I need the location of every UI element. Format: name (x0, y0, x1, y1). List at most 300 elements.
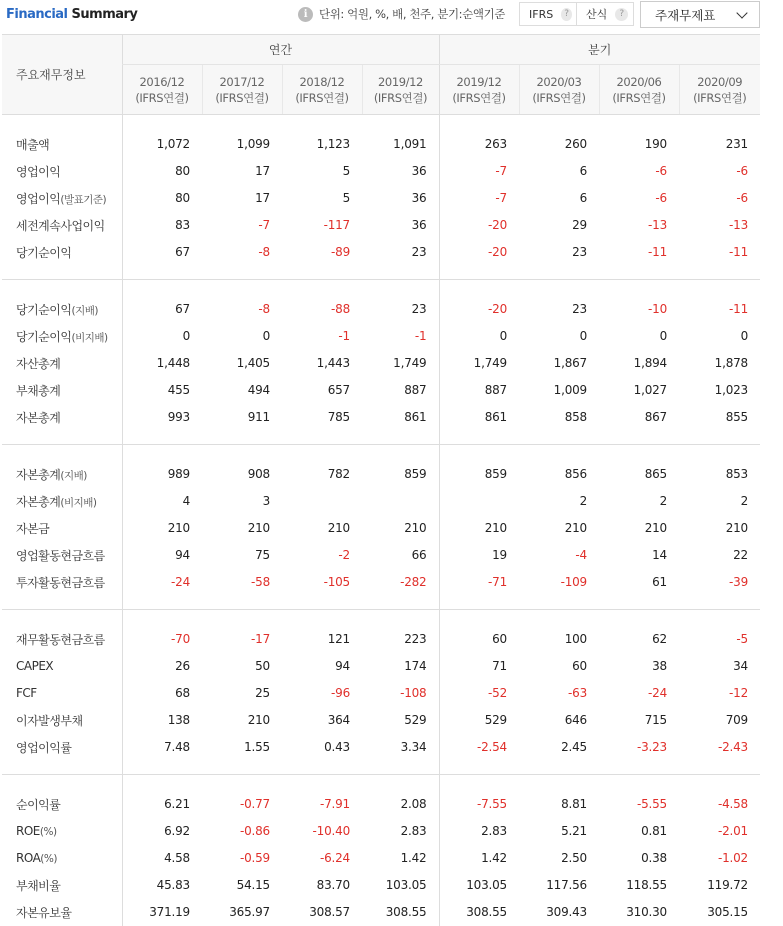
row-label (2, 653, 122, 680)
table-cell: 210 (644, 521, 667, 535)
row-label-text: 자본금 (16, 521, 50, 536)
table-row (2, 185, 760, 212)
group-quarter-header: 분기 (439, 35, 760, 65)
table-cell: 66 (411, 548, 427, 562)
table-cell: 263 (439, 131, 519, 158)
row-label-text: 영업이익률 (16, 740, 72, 755)
table-cell: 260 (564, 137, 587, 151)
column-date: 2019/12 (456, 74, 502, 89)
formula-button[interactable] (576, 2, 634, 26)
row-label (2, 818, 122, 845)
table-cell: 210 (247, 713, 270, 727)
row-label-text: 세전계속사업이익 (16, 218, 105, 233)
table-row (2, 845, 760, 872)
table-cell: 22 (733, 548, 748, 562)
row-label-sub: (%) (39, 826, 57, 838)
table-row (2, 569, 760, 596)
summary-header (0, 0, 783, 34)
unit-note (298, 6, 505, 22)
row-label (2, 707, 122, 734)
table-cell (439, 488, 519, 515)
row-label (2, 185, 122, 212)
table-cell: 80 (122, 185, 202, 212)
table-cell: 210 (439, 515, 519, 542)
table-cell: 3.34 (400, 740, 427, 754)
table-cell: -12 (729, 686, 748, 700)
row-label-text: 당기순이익 (16, 329, 72, 344)
table-cell: 210 (725, 521, 748, 535)
table-cell: 455 (122, 377, 202, 404)
row-label (2, 131, 122, 158)
table-cell: 17 (255, 164, 270, 178)
table-cell: -2 (338, 548, 350, 562)
table-row (2, 899, 760, 926)
table-cell: 1,072 (122, 131, 202, 158)
table-cell (282, 488, 362, 515)
table-cell: 2.83 (439, 818, 519, 845)
table-cell: 1.55 (244, 740, 270, 754)
row-label-text: 당기순이익 (16, 245, 72, 260)
table-cell: 2.83 (400, 824, 427, 838)
table-cell: -7 (258, 218, 270, 232)
table-cell: -13 (729, 218, 748, 232)
table-cell: -108 (400, 686, 427, 700)
table-cell: -89 (331, 245, 350, 259)
table-cell: 0 (579, 329, 587, 343)
table-cell: 1,023 (714, 383, 748, 397)
row-label-text: ROE (16, 824, 40, 838)
table-cell: 993 (122, 404, 202, 431)
table-cell: 2.50 (561, 851, 587, 865)
table-cell: 1,749 (393, 356, 427, 370)
row-label (2, 734, 122, 761)
table-cell: 119.72 (707, 878, 748, 892)
table-row (2, 488, 760, 515)
row-label (2, 377, 122, 404)
table-cell: 308.55 (385, 905, 427, 919)
table-cell: 8.81 (561, 797, 587, 811)
table-cell (362, 488, 439, 515)
column-header (122, 65, 202, 115)
table-cell: -3.23 (636, 740, 667, 754)
table-cell: 34 (733, 659, 748, 673)
table-row (2, 377, 760, 404)
table-cell: 5 (342, 191, 350, 205)
row-label-text: 자본총계 (16, 494, 61, 509)
table-cell: 887 (439, 377, 519, 404)
ifrs-help-icon[interactable]: ? (561, 8, 572, 21)
table-cell: 1,091 (393, 137, 427, 151)
row-header: 주요재무정보 (2, 35, 122, 115)
table-cell: 5 (342, 164, 350, 178)
table-cell: 494 (247, 383, 270, 397)
row-label-text: ROA (16, 851, 41, 865)
table-cell: 0.38 (641, 851, 667, 865)
row-label (2, 515, 122, 542)
title-summary: Summary (67, 7, 138, 22)
column-basis: (IFRS연결) (135, 90, 189, 105)
table-cell: 1,009 (553, 383, 587, 397)
table-cell: 3 (262, 494, 270, 508)
ifrs-label: IFRS (529, 7, 554, 21)
table-cell: 71 (439, 653, 519, 680)
row-label-text: 매출액 (16, 137, 50, 152)
table-cell: 2.08 (400, 797, 427, 811)
table-cell: -71 (439, 569, 519, 596)
table-cell: -17 (251, 632, 270, 646)
row-label-text: 자본총계 (16, 467, 61, 482)
row-label (2, 296, 122, 323)
table-row (2, 653, 760, 680)
column-header (519, 65, 599, 115)
row-label (2, 569, 122, 596)
table-cell: 310.30 (626, 905, 667, 919)
table-cell: 210 (327, 521, 350, 535)
table-cell: 1.42 (400, 851, 427, 865)
table-cell: 0.43 (324, 740, 350, 754)
table-cell: -7.91 (319, 797, 350, 811)
table-cell: 0 (740, 329, 748, 343)
row-label-text: 부채총계 (16, 383, 61, 398)
table-cell: 2 (740, 494, 748, 508)
table-cell: 45.83 (122, 872, 202, 899)
row-label (2, 542, 122, 569)
table-row (2, 461, 760, 488)
row-label (2, 845, 122, 872)
table-cell: -52 (439, 680, 519, 707)
table-cell: 858 (564, 410, 587, 424)
row-label-text: FCF (16, 686, 37, 700)
table-cell: 1,749 (439, 350, 519, 377)
table-cell: -10 (648, 302, 667, 316)
table-cell: -96 (331, 686, 350, 700)
table-cell: 54.15 (236, 878, 270, 892)
row-label-text: 순이익률 (16, 797, 61, 812)
table-row (2, 707, 760, 734)
table-cell: 4 (122, 488, 202, 515)
table-cell: 174 (404, 659, 427, 673)
table-cell: 103.05 (439, 872, 519, 899)
table-row (2, 680, 760, 707)
table-cell: 68 (122, 680, 202, 707)
table-row (2, 872, 760, 899)
table-cell: 223 (404, 632, 427, 646)
table-cell: 709 (725, 713, 748, 727)
table-cell: 865 (644, 467, 667, 481)
table-cell: 0 (439, 323, 519, 350)
table-cell: -13 (648, 218, 667, 232)
row-label (2, 872, 122, 899)
column-date: 2020/06 (616, 74, 662, 89)
table-cell: 1,405 (236, 356, 270, 370)
table-cell: -5 (736, 632, 748, 646)
row-label (2, 680, 122, 707)
table-cell: -7 (439, 158, 519, 185)
table-cell: 529 (439, 707, 519, 734)
table-cell: 1,894 (633, 356, 667, 370)
table-cell: 210 (122, 515, 202, 542)
column-header (362, 65, 439, 115)
row-label (2, 158, 122, 185)
table-cell: 67 (122, 239, 202, 266)
table-cell: -63 (568, 686, 587, 700)
table-cell: 60 (439, 626, 519, 653)
table-cell: -0.86 (239, 824, 270, 838)
table-cell: 17 (255, 191, 270, 205)
table-cell: 61 (652, 575, 667, 589)
table-cell: 1.42 (439, 845, 519, 872)
row-label (2, 404, 122, 431)
chevron-down-icon (736, 7, 747, 18)
table-cell: -1 (414, 329, 427, 343)
row-label-text: 재무활동현금흐름 (16, 632, 105, 647)
table-cell: -4.58 (717, 797, 748, 811)
row-label-sub: (비지배) (60, 496, 97, 509)
info-icon[interactable]: i (298, 7, 313, 22)
table-cell: 2 (579, 494, 587, 508)
table-cell: 861 (404, 410, 427, 424)
table-cell: 371.19 (122, 899, 202, 926)
table-cell: 1,878 (714, 356, 748, 370)
table-cell: 785 (327, 410, 350, 424)
column-date: 2016/12 (139, 74, 185, 89)
table-cell: 121 (327, 632, 350, 646)
table-cell: 83 (122, 212, 202, 239)
row-label-text: 영업활동현금흐름 (16, 548, 105, 563)
table-cell: 1,448 (122, 350, 202, 377)
table-cell: 365.97 (229, 905, 270, 919)
table-cell: 23 (411, 245, 427, 259)
table-cell: 1,123 (316, 137, 350, 151)
table-cell: 231 (725, 137, 748, 151)
table-cell: -2.43 (717, 740, 748, 754)
table-row (2, 212, 760, 239)
column-header (599, 65, 679, 115)
row-label (2, 212, 122, 239)
column-header (439, 65, 519, 115)
row-label-text: 자본총계 (16, 410, 61, 425)
table-cell: -20 (439, 296, 519, 323)
table-cell: -24 (648, 686, 667, 700)
row-label-sub: (발표기준) (60, 193, 107, 206)
table-cell: 210 (247, 521, 270, 535)
table-cell: -0.59 (239, 851, 270, 865)
table-cell: 36 (411, 164, 427, 178)
table-row (2, 158, 760, 185)
table-cell: 2 (659, 494, 667, 508)
group-annual-header: 연간 (122, 35, 439, 65)
table-cell: 646 (564, 713, 587, 727)
table-cell: 29 (572, 218, 587, 232)
table-cell: -6 (655, 164, 667, 178)
table-cell: 309.43 (546, 905, 587, 919)
table-cell: 100 (564, 632, 587, 646)
table-cell: 853 (725, 467, 748, 481)
table-row (2, 818, 760, 845)
table-cell: -105 (323, 575, 350, 589)
table-cell: 138 (122, 707, 202, 734)
table-row (2, 350, 760, 377)
row-label (2, 350, 122, 377)
table-cell: -4 (575, 548, 587, 562)
financial-summary-table (2, 34, 760, 926)
column-basis: (IFRS연결) (452, 90, 506, 105)
table-cell: -11 (729, 245, 748, 259)
column-basis: (IFRS연결) (532, 90, 586, 105)
table-cell: 855 (725, 410, 748, 424)
table-cell: 529 (404, 713, 427, 727)
table-cell: -8 (258, 245, 270, 259)
table-cell: 0 (262, 329, 270, 343)
table-cell: -1 (338, 329, 350, 343)
table-cell: 36 (411, 218, 427, 232)
table-cell: 75 (255, 548, 270, 562)
column-header (282, 65, 362, 115)
row-label-text: 자본유보율 (16, 905, 72, 920)
column-basis: (IFRS연결) (215, 90, 269, 105)
row-label-sub: (%) (40, 853, 57, 865)
table-cell: 94 (122, 542, 202, 569)
table-cell: 0 (659, 329, 667, 343)
row-label-text: 이자발생부채 (16, 713, 83, 728)
table-row (2, 791, 760, 818)
table-cell: -39 (729, 575, 748, 589)
table-cell: 1,099 (236, 137, 270, 151)
table-cell: 861 (439, 404, 519, 431)
column-date: 2020/03 (536, 74, 582, 89)
table-cell: 0 (122, 323, 202, 350)
table-cell: 23 (572, 302, 587, 316)
table-cell: -2.01 (717, 824, 748, 838)
table-cell: 1,027 (633, 383, 667, 397)
formula-label: 산식 (586, 8, 608, 21)
table-cell: 867 (644, 410, 667, 424)
table-cell: 911 (247, 410, 270, 424)
table-cell: -20 (439, 239, 519, 266)
column-basis: (IFRS연결) (373, 90, 428, 105)
table-cell: 859 (439, 461, 519, 488)
ifrs-button[interactable] (519, 2, 577, 26)
table-cell: -117 (323, 218, 350, 232)
table-row (2, 734, 760, 761)
table-row (2, 404, 760, 431)
table-cell: 62 (652, 632, 667, 646)
table-cell: -10.40 (312, 824, 350, 838)
table-cell: 210 (564, 521, 587, 535)
row-label-text: 당기순이익 (16, 302, 72, 317)
table-row (2, 515, 760, 542)
column-basis: (IFRS연결) (693, 90, 747, 105)
table-cell: -7 (439, 185, 519, 212)
statement-type-select[interactable] (640, 1, 760, 28)
table-cell: 989 (122, 461, 202, 488)
table-cell: -6 (736, 191, 748, 205)
table-cell: 67 (122, 296, 202, 323)
table-cell: -0.77 (239, 797, 270, 811)
table-cell: 4.58 (122, 845, 202, 872)
table-cell: 23 (411, 302, 427, 316)
table-cell: -6.24 (319, 851, 350, 865)
section-title (6, 7, 137, 22)
row-label-text: 영업이익 (16, 191, 61, 206)
table-cell: 364 (327, 713, 350, 727)
table-cell: -88 (331, 302, 350, 316)
table-cell: -5.55 (636, 797, 667, 811)
table-cell: 6.21 (122, 791, 202, 818)
table-cell: 859 (404, 467, 427, 481)
table-cell: 117.56 (546, 878, 587, 892)
row-label-sub: (지배) (60, 469, 87, 482)
table-cell: 2.45 (561, 740, 587, 754)
table-cell: -24 (122, 569, 202, 596)
table-cell: 60 (572, 659, 587, 673)
table-cell: 36 (411, 191, 427, 205)
table-cell: -58 (251, 575, 270, 589)
row-label-text: 투자활동현금흐름 (16, 575, 105, 590)
table-cell: -7.55 (439, 791, 519, 818)
row-label (2, 791, 122, 818)
column-basis: (IFRS연결) (612, 90, 666, 105)
column-header (202, 65, 282, 115)
table-cell: 210 (404, 521, 427, 535)
table-cell: 94 (335, 659, 350, 673)
table-row (2, 131, 760, 158)
table-cell: 83.70 (316, 878, 350, 892)
table-cell: 0.81 (641, 824, 667, 838)
table-row (2, 542, 760, 569)
table-cell: -109 (560, 575, 587, 589)
table-cell: 715 (644, 713, 667, 727)
statement-type-value: 주재무제표 (655, 7, 716, 23)
table-cell: 6 (579, 164, 587, 178)
column-basis: (IFRS연결) (295, 90, 349, 105)
table-cell: 14 (652, 548, 667, 562)
table-cell: 782 (327, 467, 350, 481)
table-cell: -11 (729, 302, 748, 316)
table-cell: 5.21 (561, 824, 587, 838)
row-label-sub: (비지배) (71, 331, 108, 344)
table-cell: 19 (439, 542, 519, 569)
row-label-text: 영업이익 (16, 164, 61, 179)
table-row (2, 296, 760, 323)
row-label (2, 461, 122, 488)
table-cell: 118.55 (626, 878, 667, 892)
table-cell: -11 (648, 245, 667, 259)
row-label (2, 626, 122, 653)
table-cell: -6 (655, 191, 667, 205)
row-label (2, 323, 122, 350)
title-financial: Financial (6, 7, 68, 22)
table-cell: 308.55 (439, 899, 519, 926)
table-cell: 7.48 (122, 734, 202, 761)
table-cell: -282 (400, 575, 427, 589)
table-cell: 308.57 (309, 905, 350, 919)
column-date: 2020/09 (697, 74, 743, 89)
table-cell: 1,867 (553, 356, 587, 370)
table-cell: 305.15 (707, 905, 748, 919)
table-cell: -70 (122, 626, 202, 653)
table-cell: 23 (572, 245, 587, 259)
table-cell: 103.05 (385, 878, 427, 892)
table-cell: -2.54 (439, 734, 519, 761)
row-label (2, 239, 122, 266)
table-row (2, 239, 760, 266)
row-label-text: CAPEX (16, 659, 54, 673)
table-cell: 657 (327, 383, 350, 397)
table-cell: -6 (736, 164, 748, 178)
formula-help-icon[interactable]: ? (615, 8, 628, 21)
row-label-text: 자산총계 (16, 356, 61, 371)
